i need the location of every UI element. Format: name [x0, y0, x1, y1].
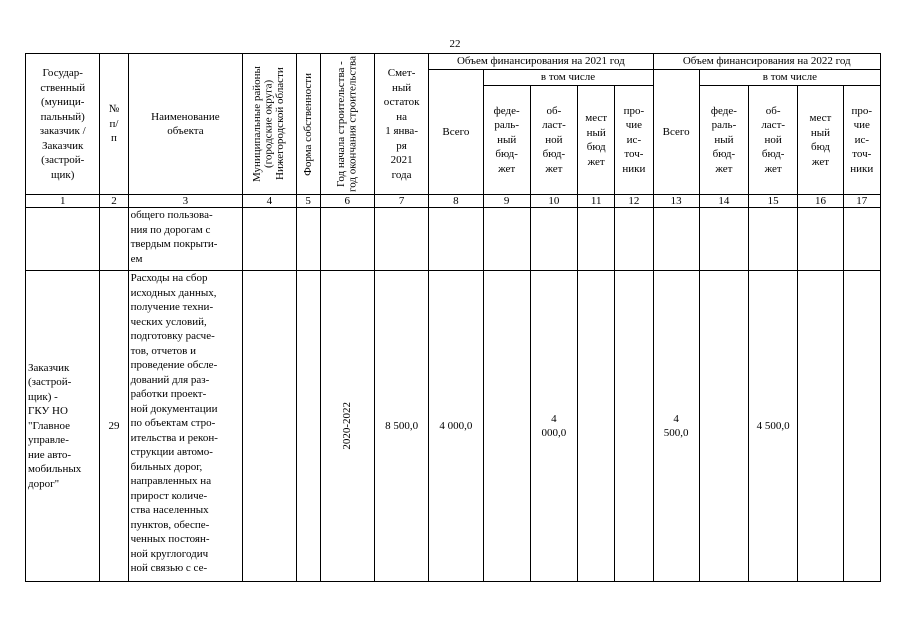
cell-estimate: 8 500,0: [374, 271, 428, 582]
header-fin-2021: Объем финансирования на 2021 год: [429, 54, 653, 70]
header-ownership: [296, 54, 320, 195]
column-number: 9: [483, 195, 530, 208]
header-federal-2021: феде- раль- ный бюд- жет: [483, 86, 530, 195]
cell-empty: [320, 208, 374, 271]
cell-empty: [699, 208, 748, 271]
cell-districts: [243, 271, 296, 582]
column-number: 10: [530, 195, 577, 208]
header-row-1: [26, 54, 881, 70]
cell-empty: [296, 208, 320, 271]
header-including-2022: в том числе: [699, 69, 880, 86]
cell-other-2021: [615, 271, 653, 582]
cell-empty: [374, 208, 428, 271]
column-number: 6: [320, 195, 374, 208]
header-other-2021: про- чие ис- точ- ники: [615, 86, 653, 195]
header-local-2021: мест ный бюд жет: [578, 86, 615, 195]
cell-empty: [615, 208, 653, 271]
cell-empty: [798, 208, 843, 271]
column-number: 14: [699, 195, 748, 208]
cell-other-2022: [843, 271, 880, 582]
cell-federal-2022: [699, 271, 748, 582]
cell-empty: [653, 208, 699, 271]
cell-empty: [749, 208, 798, 271]
column-number: 7: [374, 195, 428, 208]
cell-federal-2021: [483, 271, 530, 582]
cell-total-2022: 4 500,0: [653, 271, 699, 582]
header-regional-2022: об- ласт- ной бюд- жет: [749, 86, 798, 195]
cell-customer: Заказчик (застрой- щик) - ГКУ НО "Главное управле- ние авто- мобильных дорог": [26, 271, 100, 582]
cell-local-2022: [798, 271, 843, 582]
financing-table: [25, 53, 881, 582]
header-years: [320, 54, 374, 195]
cell-local-2021: [578, 271, 615, 582]
header-customer: Государ- ственный (муници- пальный) заказчик / Заказчик (застрой- щик): [26, 54, 100, 195]
header-districts: [243, 54, 296, 195]
column-number: 1: [26, 195, 100, 208]
header-ownership-text: Форма собственности: [301, 72, 314, 176]
column-number: 17: [843, 195, 880, 208]
header-object-name: Наименование объекта: [128, 54, 243, 195]
header-years-text: Год начала строительства - год окончания строительства: [334, 56, 359, 192]
header-other-2022: про- чие ис- точ- ники: [843, 86, 880, 195]
cell-years: [320, 271, 374, 582]
header-estimate: Смет- ный остаток на 1 янва- ря 2021 года: [374, 54, 428, 195]
header-regional-2021: об- ласт- ной бюд- жет: [530, 86, 577, 195]
column-number: 16: [798, 195, 843, 208]
column-number: 15: [749, 195, 798, 208]
table-row-29: [26, 271, 881, 582]
column-number: 5: [296, 195, 320, 208]
cell-empty: [530, 208, 577, 271]
header-federal-2022: феде- раль- ный бюд- жет: [699, 86, 748, 195]
column-number: 12: [615, 195, 653, 208]
cell-object-name: Расходы на сбор исходных данных, получение техни- ческих условий, подготовку расче- тов, отчетов и проведение обсле- дований для раз- работки проект- ной документации по объектам стро- ительства и рекон- струкции автомо- бильных дорог, направленных на прирост количе- ства населенных пунктов, обеспе- ченных постоян- ной круглогодич ной связью с се-: [128, 271, 243, 582]
cell-total-2021: 4 000,0: [429, 271, 483, 582]
column-number: 3: [128, 195, 243, 208]
header-local-2022: мест ный бюд жет: [798, 86, 843, 195]
header-total-2021: Всего: [429, 69, 483, 195]
cell-row-number: 29: [100, 271, 128, 582]
page-number: 22: [449, 38, 461, 50]
column-number: 2: [100, 195, 128, 208]
header-including-2021: в том числе: [483, 69, 653, 86]
cell-empty: [483, 208, 530, 271]
cell-empty: [429, 208, 483, 271]
cell-regional-2021: 4 000,0: [530, 271, 577, 582]
cell-empty: [26, 208, 100, 271]
cell-years-text: 2020-2022: [341, 402, 354, 450]
column-number: 11: [578, 195, 615, 208]
cell-regional-2022: 4 500,0: [749, 271, 798, 582]
column-number: 8: [429, 195, 483, 208]
cell-ownership: [296, 271, 320, 582]
column-number-row: [26, 195, 881, 208]
cell-empty: [578, 208, 615, 271]
column-number: 13: [653, 195, 699, 208]
cell-empty: [843, 208, 880, 271]
cell-empty: [100, 208, 128, 271]
header-districts-text: Муниципальные районы (городские округа) Нижегородской области: [251, 66, 287, 182]
header-num: № п/ п: [100, 54, 128, 195]
header-fin-2022: Объем финансирования на 2022 год: [653, 54, 880, 70]
cell-object-name-continued: общего пользова- ния по дорогам с твердым покрыти- ем: [128, 208, 243, 271]
table-row-continuation: [26, 208, 881, 271]
cell-empty: [243, 208, 296, 271]
column-number: 4: [243, 195, 296, 208]
header-total-2022: Всего: [653, 69, 699, 195]
